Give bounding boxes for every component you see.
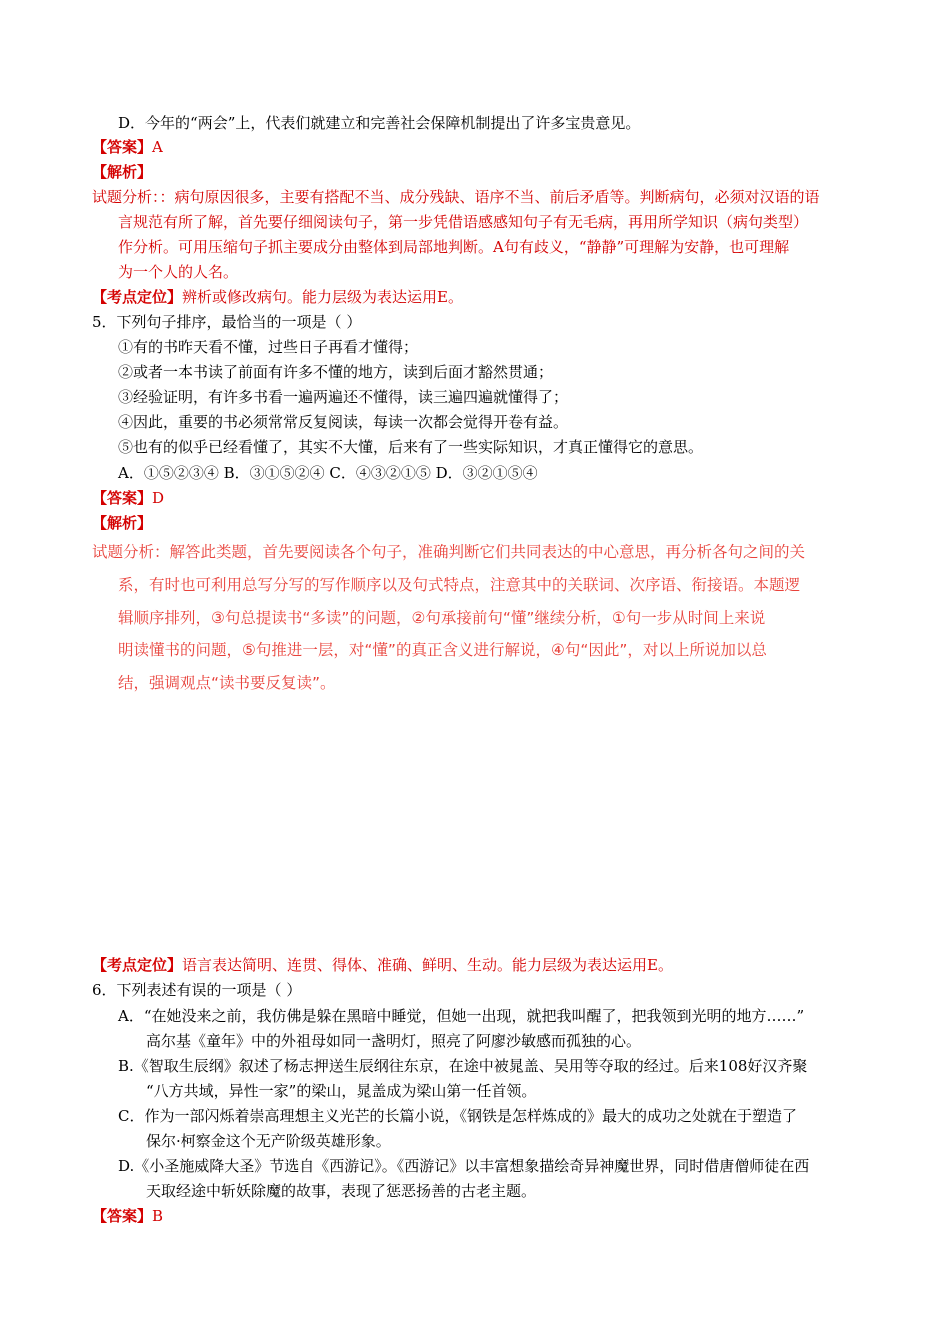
q4-analysis-label: 【解析】 [92, 163, 153, 181]
q6-option-line: D.《小圣施威降大圣》节选自《西游记》。《西游记》以丰富想象描绘奇异神魔世界，同时借唐僧师徒在西 [118, 1157, 810, 1175]
kaodian-label: 【考点定位】 [92, 288, 183, 306]
q6-answer [92, 1204, 163, 1228]
answer-value: A [152, 138, 163, 156]
q6-stem: 6．下列表述有误的一项是（ ） [92, 981, 302, 999]
kaodian-label: 【考点定位】 [92, 956, 183, 974]
q5-stem: 5．下列句子排序，最恰当的一项是（ ） [92, 313, 362, 331]
q5-analysis-line: 结，强调观点“读书要反复读”。 [118, 674, 336, 692]
q4-analysis-line: 言规范有所了解，首先要仔细阅读句子，第一步凭借语感感知句子有无毛病，再用所学知识（病句类型） [118, 213, 809, 231]
q4-kaodian [92, 285, 463, 309]
q6-option-line: C．作为一部闪烁着崇高理想主义光芒的长篇小说，《钢铁是怎样炼成的》最大的成功之处就在于塑造了 [118, 1107, 797, 1125]
q5-analysis-line: 辑顺序排列，③句总提读书“多读”的问题，②句承接前句“懂”继续分析，①句一步从时间上来说 [118, 609, 766, 627]
q5-sentence: ④因此，重要的书必须常常反复阅读，每读一次都会觉得开卷有益。 [118, 413, 569, 431]
q5-analysis-line: 试题分析：解答此类题，首先要阅读各个句子，准确判断它们共同表达的中心意思，再分析各句之间的关 [92, 543, 806, 561]
q4-analysis-line: 试题分析：：病句原因很多，主要有搭配不当、成分残缺、语序不当、前后矛盾等。判断病句，必须对汉语的语 [92, 188, 820, 206]
q5-sentence: ②或者一本书读了前面有许多不懂的地方，读到后面才豁然贯通； [118, 363, 554, 381]
kaodian-text: 语言表达简明、连贯、得体、准确、鲜明、生动。能力层级为表达运用E。 [182, 956, 673, 974]
kaodian-text: 辨析或修改病句。能力层级为表达运用E。 [182, 288, 463, 306]
q4-answer [92, 135, 163, 159]
q6-option-line: 高尔基《童年》中的外祖母如同一盏明灯，照亮了阿廖沙敏感而孤独的心。 [146, 1032, 642, 1050]
q5-options: A．①⑤②③④ B．③①⑤②④ C．④③②①⑤ D．③②①⑤④ [118, 464, 538, 482]
q6-option-line: 保尔·柯察金这个无产阶级英雄形象。 [146, 1132, 391, 1150]
q6-option-line: 天取经途中斩妖除魔的故事，表现了惩恶扬善的古老主题。 [146, 1182, 537, 1200]
q5-analysis-label: 【解析】 [92, 514, 153, 532]
q5-analysis-line: 系，有时也可利用总写分写的写作顺序以及句式特点，注意其中的关联词、次序语、衔接语。本题逻 [118, 576, 801, 594]
q4-analysis-line: 作分析。可用压缩句子抓主要成分由整体到局部地判断。A句有歧义，“静静”可理解为安静，也可理解 [118, 238, 790, 256]
q5-sentence: ③经验证明，有许多书看一遍两遍还不懂得，读三遍四遍就懂得了； [118, 388, 569, 406]
answer-label: 【答案】 [92, 489, 153, 507]
q5-analysis-line: 明读懂书的问题，⑤句推进一层，对“懂”的真正含义进行解说，④句“因此”，对以上所说加以总 [118, 641, 767, 659]
answer-label: 【答案】 [92, 1207, 153, 1225]
q5-sentence: ①有的书昨天看不懂，过些日子再看才懂得； [118, 338, 419, 356]
q4-option-d: D．今年的“两会”上，代表们就建立和完善社会保障机制提出了许多宝贵意见。 [118, 114, 641, 132]
q5-sentence: ⑤也有的似乎已经看懂了，其实不大懂，后来有了一些实际知识，才真正懂得它的意思。 [118, 438, 704, 456]
q4-analysis-line: 为一个人的人名。 [118, 263, 239, 281]
q6-option-line: B.《智取生辰纲》叙述了杨志押送生辰纲往东京，在途中被晁盖、吴用等夺取的经过。后来108好汉齐聚 [118, 1057, 808, 1075]
q5-kaodian [92, 953, 673, 977]
q6-option-line: “八方共域，异性一家”的梁山，晁盖成为梁山第一任首领。 [146, 1082, 537, 1100]
q5-answer [92, 486, 164, 510]
answer-label: 【答案】 [92, 138, 153, 156]
answer-value: B [152, 1207, 164, 1225]
q6-option-line: A．“在她没来之前，我仿佛是躲在黑暗中睡觉，但她一出现，就把我叫醒了，把我领到光明的地方……” [118, 1007, 805, 1025]
answer-value: D [152, 489, 165, 507]
